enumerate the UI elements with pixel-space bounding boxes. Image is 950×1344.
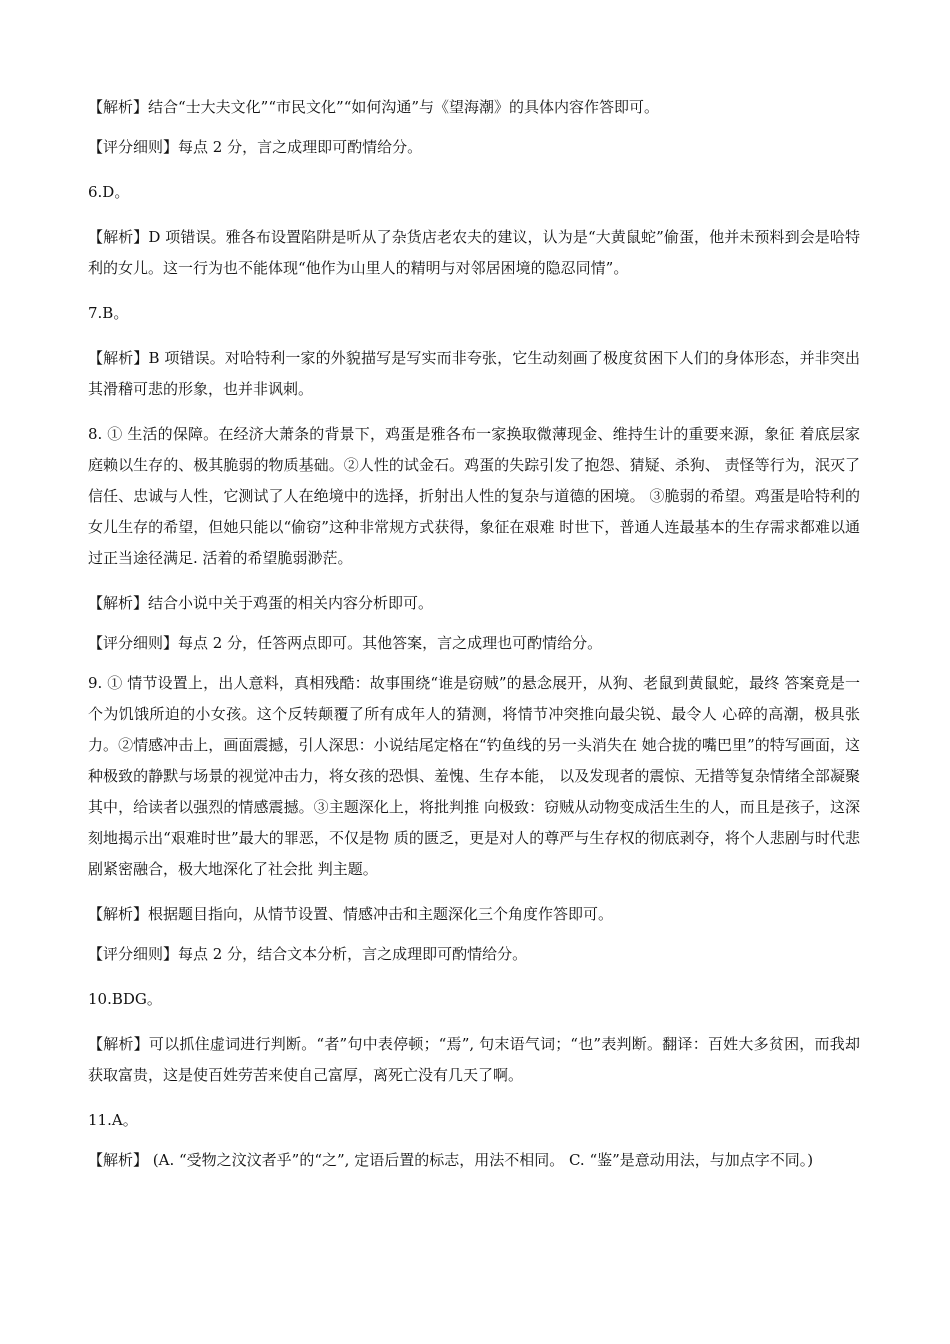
analysis-label: 【解析】 [88, 905, 149, 923]
answer-text: 7.B。 [88, 304, 129, 322]
analysis-label: 【解析】 [88, 1151, 149, 1169]
answer-text: 11.A。 [88, 1111, 138, 1129]
scoring-text: 每点 2 分，言之成理即可酌情给分。 [178, 138, 423, 156]
answer-q8 [88, 419, 860, 574]
document-page [88, 92, 860, 1176]
scoring-q8 [88, 628, 860, 659]
answer-q7 [88, 298, 860, 329]
analysis-q10 [88, 1029, 860, 1091]
answer-text: 10.BDG。 [88, 990, 162, 1008]
analysis-label: 【解析】 [88, 594, 149, 612]
analysis-text: 结合小说中关于鸡蛋的相关内容分析即可。 [148, 594, 434, 612]
answer-text: 6.D。 [88, 183, 130, 201]
answer-q10 [88, 984, 860, 1015]
scoring-text: 每点 2 分，任答两点即可。其他答案，言之成理也可酌情给分。 [178, 634, 603, 652]
answer-text: 9. ① 情节设置上，出人意料，真相残酷：故事围绕“谁是窃贼”的悬念展开，从狗、老鼠到黄鼠蛇，最终 答案竟是一个为饥饿所迫的小女孩。这个反转颠覆了所有成年人的猜测，将情节冲突推向最尖锐、最令人 心碎的高潮，极具张力。②情感冲击上，画面震撼，引人深思：小说结尾定格在“钓鱼线的另一头消失在 她合拢的嘴巴里”的特写画面，这种极致的静默与场景的视觉冲击力，将女孩的恐惧、羞愧、生存本能， 以及发现者的震惊、无措等复杂情绪全部凝聚其中，给读者以强烈的情感震撼。③主题深化上，将批判推 向极致：窃贼从动物变成活生生的人，而且是孩子，这深刻地揭示出“艰难时世”最大的罪恶，不仅是物 质的匮乏，更是对人的尊严与生存权的彻底剥夺，将个人悲剧与时代悲剧紧密融合，极大地深化了社会批 判主题。 [88, 674, 860, 878]
answer-q9 [88, 668, 860, 885]
scoring-q5 [88, 132, 860, 163]
analysis-q8 [88, 588, 860, 619]
analysis-q7 [88, 343, 860, 405]
analysis-text: B 项错误。对哈特利一家的外貌描写是写实而非夸张，它生动刻画了极度贫困下人们的身体形态，并非突出其滑稽可悲的形象，也并非讽刺。 [88, 349, 860, 398]
scoring-q9 [88, 939, 860, 970]
analysis-label: 【解析】 [88, 228, 149, 246]
analysis-label: 【解析】 [88, 1035, 149, 1053]
scoring-label: 【评分细则】 [88, 138, 179, 156]
analysis-q11 [88, 1145, 860, 1176]
analysis-label: 【解析】 [88, 349, 149, 367]
analysis-q5 [88, 92, 860, 123]
analysis-text: 根据题目指向，从情节设置、情感冲击和主题深化三个角度作答即可。 [148, 905, 614, 923]
answer-q6 [88, 177, 860, 208]
scoring-label: 【评分细则】 [88, 634, 179, 652]
scoring-text: 每点 2 分，结合文本分析，言之成理即可酌情给分。 [178, 945, 528, 963]
answer-q11 [88, 1105, 860, 1136]
analysis-text: D 项错误。雅各布设置陷阱是听从了杂货店老农夫的建议，认为是“大黄鼠蛇”偷蛋，他并未预料到会是哈特利的女儿。这一行为也不能体现“他作为山里人的精明与对邻居困境的隐忍同情”。 [88, 228, 860, 277]
analysis-text: 结合“士大夫文化”“市民文化”“如何沟通”与《望海潮》的具体内容作答即可。 [148, 98, 660, 116]
analysis-text: 可以抓住虚词进行判断。“者”句中表停顿；“焉”, 句末语气词；“也”表判断。翻译：百姓大多贫困，而我却获取富贵，这是使百姓劳苦来使自己富厚，离死亡没有几天了啊。 [88, 1035, 860, 1084]
analysis-text: (A. “受物之汶汶者乎”的“之”, 定语后置的标志，用法不相同。 C. “鉴”是意动用法，与加点字不同。) [148, 1151, 814, 1169]
answer-text: 8. ① 生活的保障。在经济大萧条的背景下，鸡蛋是雅各布一家换取微薄现金、维持生计的重要来源，象征 着底层家庭赖以生存的、极其脆弱的物质基础。②人性的试金石。鸡蛋的失踪引发了抱怨、猜疑、杀狗、 责怪等行为，泯灭了信任、忠诚与人性，它测试了人在绝境中的选择，折射出人性的复杂与道德的困境。 ③脆弱的希望。鸡蛋是哈特利的女儿生存的希望，但她只能以“偷窃”这种非常规方式获得，象征在艰难 时世下，普通人连最基本的生存需求都难以通过正当途径满足. 活着的希望脆弱渺茫。 [88, 425, 860, 567]
analysis-q6 [88, 222, 860, 284]
analysis-q9 [88, 899, 860, 930]
analysis-label: 【解析】 [88, 98, 149, 116]
scoring-label: 【评分细则】 [88, 945, 179, 963]
